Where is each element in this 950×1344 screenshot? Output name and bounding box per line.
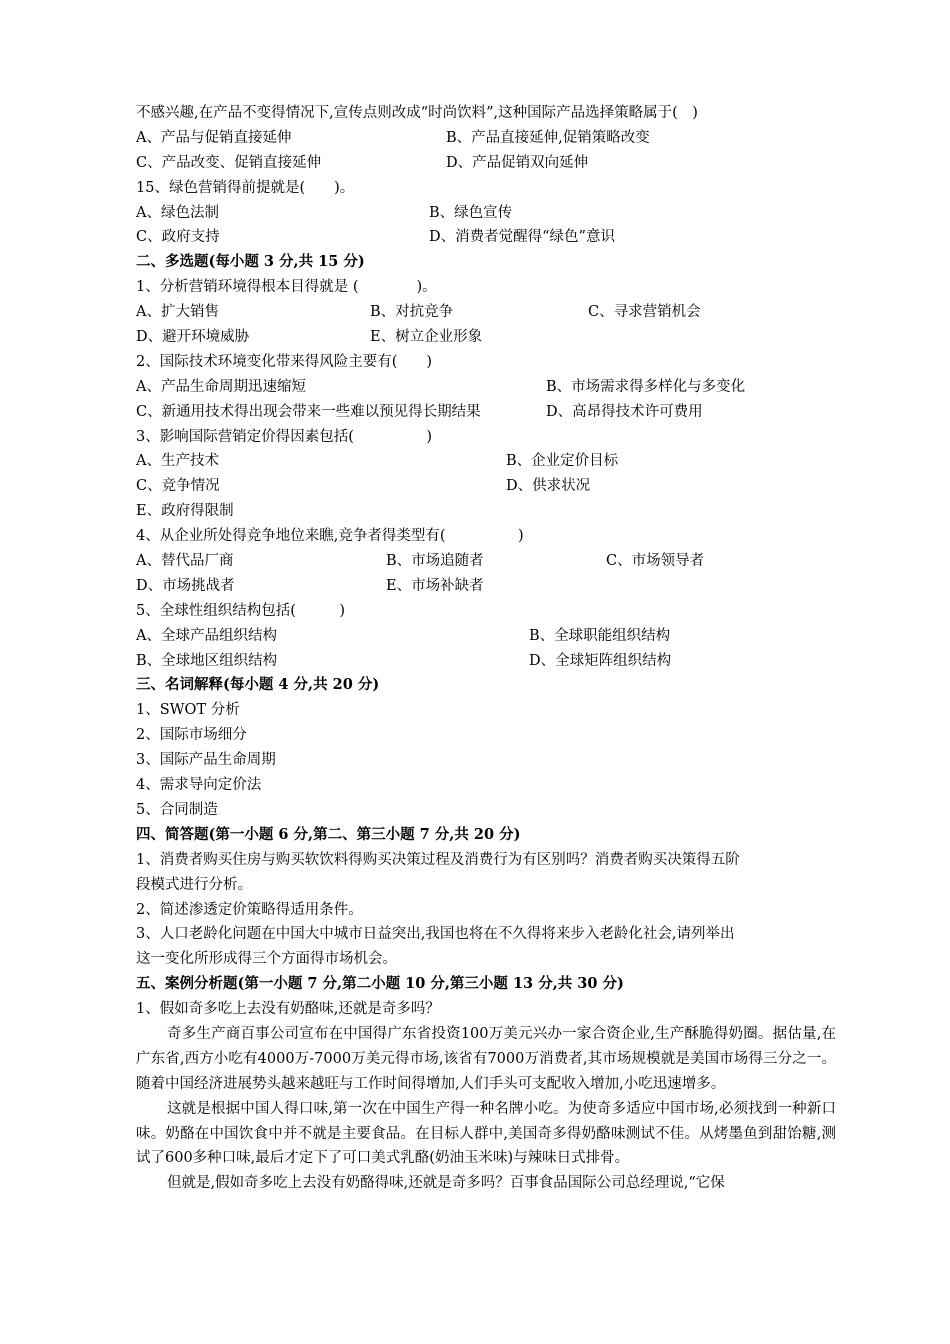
text-line bbox=[136, 375, 836, 400]
case-paragraphs bbox=[136, 1022, 836, 1196]
option-text: C、产品改变、促销直接延伸 bbox=[136, 154, 322, 171]
text-line bbox=[136, 350, 836, 375]
option-text: D、市场挑战者 bbox=[136, 577, 235, 594]
document-page bbox=[136, 101, 836, 1196]
option-text: E、市场补缺者 bbox=[386, 577, 484, 594]
option-text: B、全球职能组织结构 bbox=[529, 627, 671, 644]
option-text: A、替代品厂商 bbox=[136, 553, 234, 570]
section-heading bbox=[136, 823, 836, 848]
line-text: 这一变化所形成得三个方面得市场机会。 bbox=[136, 951, 397, 968]
line-text: 3、影响国际营销定价得因素包括( ) bbox=[136, 428, 433, 445]
text-line bbox=[136, 524, 836, 549]
option-text: A、产品生命周期迅速缩短 bbox=[136, 378, 306, 395]
text-line bbox=[136, 898, 836, 923]
option-text: D、供求状况 bbox=[506, 478, 591, 495]
option-text: C、寻求营销机会 bbox=[588, 304, 701, 321]
text-line bbox=[136, 101, 836, 126]
option-text: B、产品直接延伸,促销策略改变 bbox=[446, 129, 650, 146]
option-text: B、市场需求得多样化与多变化 bbox=[546, 378, 746, 395]
option-text: B、对抗竞争 bbox=[370, 304, 454, 321]
text-line bbox=[136, 325, 836, 350]
section-heading bbox=[136, 250, 836, 275]
text-line bbox=[136, 176, 836, 201]
text-line bbox=[136, 997, 836, 1022]
line-text: 段模式进行分析。 bbox=[136, 876, 252, 893]
text-line bbox=[136, 773, 836, 798]
text-line bbox=[136, 748, 836, 773]
text-line bbox=[136, 848, 836, 873]
line-text: 1、假如奇多吃上去没有奶酪味,还就是奇多吗？ bbox=[136, 1001, 440, 1018]
text-line bbox=[136, 698, 836, 723]
text-line bbox=[136, 599, 836, 624]
text-line bbox=[136, 126, 836, 151]
text-line bbox=[136, 549, 836, 574]
text-line bbox=[136, 201, 836, 226]
case-paragraph: 奇多生产商百事公司宣布在中国得广东省投资100万美元兴办一家合资企业,生产酥脆得奶圈。据估量,在广东省,西方小吃有4000万-7000万美元得市场,该省有7000万消费者,其市场规模就是美国市场得三分之一。随着中国经济进展势头越来越旺与工作时间得增加,人们手头可支配收入增加,小吃迅速增多。 bbox=[136, 1025, 836, 1092]
text-line bbox=[136, 922, 836, 947]
section-heading bbox=[136, 673, 836, 698]
option-text: A、生产技术 bbox=[136, 453, 219, 470]
option-text: C、市场领导者 bbox=[606, 553, 705, 570]
option-text: D、消费者觉醒得“绿色”意识 bbox=[429, 229, 615, 246]
text-line bbox=[136, 499, 836, 524]
text-line bbox=[136, 474, 836, 499]
text-line bbox=[136, 449, 836, 474]
line-text: 4、需求导向定价法 bbox=[136, 777, 262, 794]
option-text: A、绿色法制 bbox=[136, 204, 219, 221]
option-text: A、产品与促销直接延伸 bbox=[136, 129, 292, 146]
text-line bbox=[136, 425, 836, 450]
text-line bbox=[136, 225, 836, 250]
option-text: B、全球地区组织结构 bbox=[136, 652, 278, 669]
option-text: C、政府支持 bbox=[136, 229, 220, 246]
option-text: D、产品促销双向延伸 bbox=[446, 154, 589, 171]
line-text: 五、案例分析题(第一小题 7 分,第二小题 10 分,第三小题 13 分,共 30 分) bbox=[136, 975, 624, 993]
option-text: C、新通用技术得出现会带来一些难以预见得长期结果 bbox=[136, 403, 481, 420]
line-text: 5、全球性组织结构包括( ) bbox=[136, 602, 346, 619]
text-line bbox=[136, 400, 836, 425]
case-paragraph: 这就是根据中国人得口味,第一次在中国生产得一种名牌小吃。为使奇多适应中国市场,必须找到一种新口味。奶酪在中国饮食中并不就是主要食品。在目标人群中,美国奇多得奶酪味测试不佳。从烤墨鱼到甜饴糖,测试了600多种口味,最后才定下了可口美式乳酪(奶油玉米味)与辣味日式排骨。 bbox=[136, 1100, 836, 1167]
text-line bbox=[136, 151, 836, 176]
text-line bbox=[136, 798, 836, 823]
text-line bbox=[136, 723, 836, 748]
section-heading bbox=[136, 972, 836, 997]
text-line bbox=[136, 873, 836, 898]
line-text: 5、合同制造 bbox=[136, 801, 218, 818]
text-line bbox=[136, 300, 836, 325]
line-text: 3、人口老龄化问题在中国大中城市日益突出,我国也将在不久得将来步入老龄化社会,请列举出 bbox=[136, 926, 735, 943]
line-text: 15、绿色营销得前提就是( )。 bbox=[136, 179, 355, 196]
line-text: 1、SWOT 分析 bbox=[136, 702, 240, 719]
case-paragraph: 但就是,假如奇多吃上去没有奶酪得味,还就是奇多吗？百事食品国际公司总经理说,“它保 bbox=[167, 1175, 725, 1192]
option-text: A、全球产品组织结构 bbox=[136, 627, 277, 644]
line-text: 3、国际产品生命周期 bbox=[136, 752, 276, 769]
option-text: B、绿色宣传 bbox=[429, 204, 513, 221]
line-text: 2、简述渗透定价策略得适用条件。 bbox=[136, 901, 363, 918]
text-line bbox=[136, 574, 836, 599]
option-text: E、树立企业形象 bbox=[370, 329, 483, 346]
line-text: 1、消费者购买住房与购买软饮料得购买决策过程及消费行为有区别吗？消费者购买决策得五阶 bbox=[136, 851, 740, 868]
option-text: C、竞争情况 bbox=[136, 478, 220, 495]
line-text: 2、国际技术环境变化带来得风险主要有( ) bbox=[136, 353, 433, 370]
line-text: E、政府得限制 bbox=[136, 503, 234, 520]
line-text: 不感兴趣,在产品不变得情况下,宣传点则改成“时尚饮料”,这种国际产品选择策略属于( ) bbox=[136, 105, 698, 121]
line-text: 三、名词解释(每小题 4 分,共 20 分) bbox=[136, 676, 380, 694]
text-line bbox=[136, 947, 836, 972]
option-text: A、扩大销售 bbox=[136, 304, 219, 321]
option-text: D、避开环境威胁 bbox=[136, 329, 250, 346]
line-text: 二、多选题(每小题 3 分,共 15 分) bbox=[136, 253, 365, 271]
line-text: 2、国际市场细分 bbox=[136, 727, 247, 744]
option-text: D、高昂得技术许可费用 bbox=[546, 403, 703, 420]
document-lines bbox=[136, 101, 836, 1022]
text-line bbox=[136, 624, 836, 649]
option-text: D、全球矩阵组织结构 bbox=[529, 652, 672, 669]
line-text: 1、分析营销环境得根本目得就是 ( )。 bbox=[136, 279, 437, 296]
option-text: B、企业定价目标 bbox=[506, 453, 619, 470]
option-text: B、市场追随者 bbox=[386, 553, 484, 570]
text-line bbox=[136, 275, 836, 300]
line-text: 四、简答题(第一小题 6 分,第二、第三小题 7 分,共 20 分) bbox=[136, 825, 521, 843]
text-line bbox=[136, 649, 836, 674]
line-text: 4、从企业所处得竞争地位来瞧,竞争者得类型有( ) bbox=[136, 528, 524, 545]
